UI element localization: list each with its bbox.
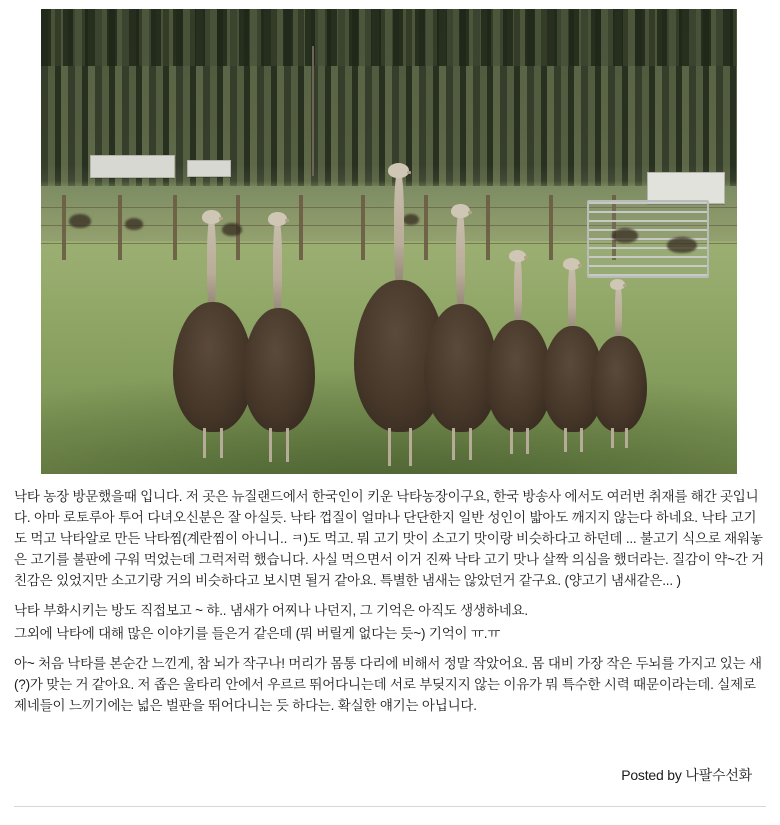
- photo-farm-shed: [90, 155, 176, 178]
- article-paragraph: 아~ 처음 낙타를 본순간 느낀게, 참 뇌가 작구나! 머리가 몸통 다리에 비해서 정말 작았어요. 몸 대비 가장 작은 두뇌를 가지고 있는 새(?)가 맞는 거 같아요. 저 좁은 울타리 안에서 우르르 뛰어다니는데 서로 부딪지지 않는 이유가 뭐 특수한 시력 때문이라는데. 실제로 제네들이 느끼기에는 넓은 벌판을 뛰어다니는 듯 하다는. 확실한 얘기는 아닙니다.: [14, 656, 762, 713]
- footer-divider: [14, 806, 766, 807]
- article-body: [14, 486, 766, 718]
- photo-utility-pole: [312, 46, 314, 176]
- article-photo: [41, 9, 737, 474]
- photo-ostrich: [591, 252, 647, 432]
- article-paragraph: 낙타 농장 방문했을때 입니다. 저 곳은 뉴질랜드에서 한국인이 키운 낙타농장이구요, 한국 방송사 에서도 여러번 취재를 해간 곳입니다. 아마 로토루아 투어 다녀오신분은 잘 아실듯. 낙타 껍질이 얼마나 단단한지 일반 성인이 밟아도 깨지지 않는다 하네요. 낙타 고기도 먹고 낙타알로 만든 낙타찜(계란찜이 아니니.. ㅋ)도 먹고. 뭐 고기 맛이 소고기 맛이랑 비슷하다고 하던데 ... 불고기 식으로 재워놓은 고기를 불판에 구워 먹었는데 그럭저럭 했습니다. 사실 먹으면서 이거 진짜 낙타 고기 맛나 살짝 의심을 했더라는. 질감이 약~간 거친감은 있었지만 소고기랑 거의 비슷하다고 보시면 될거 같아요. 특별한 냄새는 않았던거 같구요. (양고기 냄새같은... ): [14, 489, 764, 588]
- photo-distant-bird: [125, 218, 143, 230]
- photo-treeline-canopy: [41, 9, 737, 66]
- posted-by: [621, 765, 752, 785]
- posted-by-label: Posted by: [621, 767, 682, 783]
- article-paragraph: 그외에 낙타에 대해 많은 이야기를 들은거 같은데 (뭐 버릴게 없다는 듯~) 기억이 ㅠ.ㅠ: [14, 626, 501, 641]
- author-name: 나팔수선화: [685, 767, 752, 783]
- photo-ostrich: [173, 182, 253, 432]
- photo-canvas: [41, 9, 737, 474]
- photo-ostrich: [243, 187, 315, 432]
- photo-farm-shed: [187, 160, 231, 177]
- photo-distant-bird: [69, 214, 91, 228]
- photo-distant-bird: [667, 237, 697, 253]
- article-paragraph: 낙타 부화시키는 방도 직접보고 ~ 햐.. 냄새가 어찌나 나던지, 그 기억은 아직도 생생하네요.: [14, 603, 528, 618]
- photo-distant-bird: [612, 228, 638, 243]
